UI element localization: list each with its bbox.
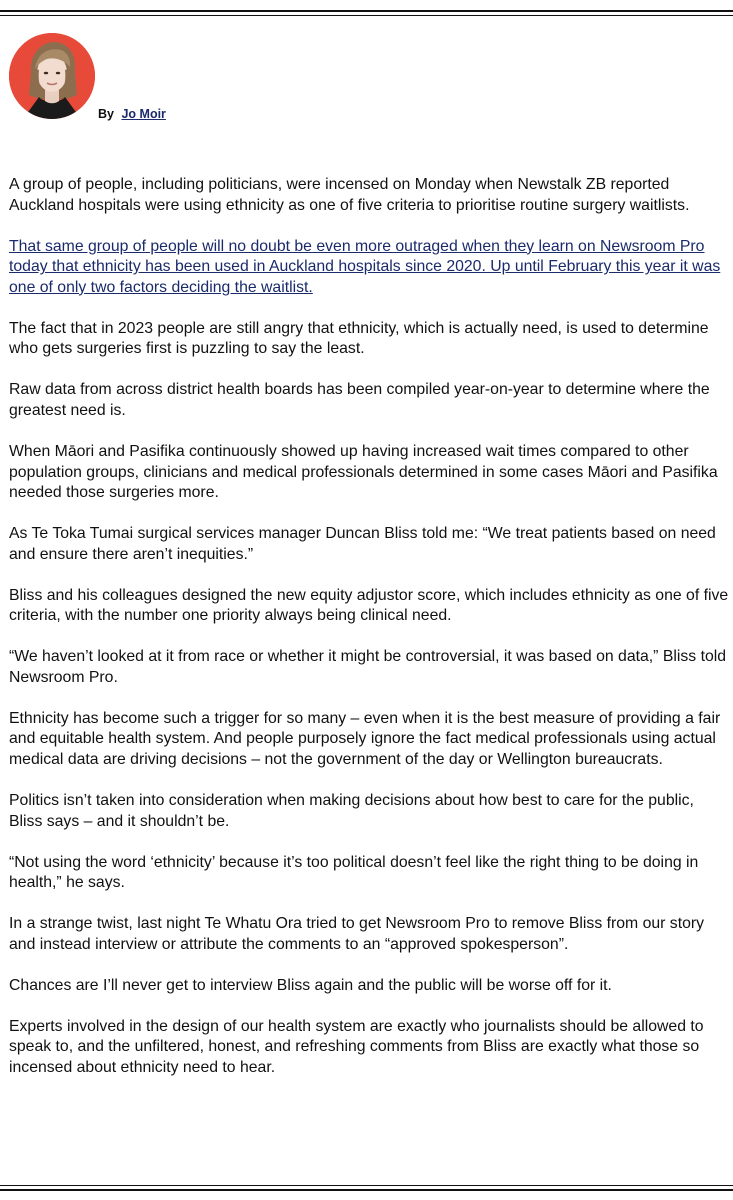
article-paragraph: In a strange twist, last night Te Whatu Ora tried to get Newsroom Pro to remove Bliss from our story and instead interview or attribute the comments to an “approved spokesperson”.	[9, 915, 705, 953]
article-paragraph: When Māori and Pasifika continuously showed up having increased wait times compared to other population groups, clinicians and medical professionals determined in some cases Māori and Pasifika needed those surgeries more.	[9, 442, 718, 502]
article-paragraph: Politics isn’t taken into consideration when making decisions about how best to care for the public, Bliss says – and it shouldn’t be.	[9, 791, 694, 830]
article-paragraph: Experts involved in the design of our health system are exactly who journalists should be allowed to speak to, and the unfiltered, honest, and refreshing comments from Bliss are exactly what those so incensed about ethnicity need to hear.	[9, 1017, 704, 1076]
article-paragraph: The fact that in 2023 people are still angry that ethnicity, which is actually need, is used to determine who gets surgeries first is puzzling to say the least.	[9, 319, 709, 358]
article-body	[9, 175, 731, 1099]
article-paragraph-link[interactable]: That same group of people will no doubt be even more outraged when they learn on Newsroom Pro today that ethnicity has been used in Auckland hospitals since 2020. Up until February this year it was one of only two factors deciding the waitlist.	[9, 237, 721, 296]
author-link[interactable]: Jo Moir	[121, 107, 166, 121]
article-paragraph: Raw data from across district health boards has been compiled year-on-year to determine where the greatest need is.	[9, 381, 710, 419]
author-portrait-icon	[9, 33, 95, 119]
bottom-rule	[0, 1185, 733, 1191]
article-paragraph: A group of people, including politicians, were incensed on Monday when Newstalk ZB reported Auckland hospitals were using ethnicity as one of five criteria to prioritise routine surgery waitlists.	[9, 176, 690, 214]
article-paragraph: “We haven’t looked at it from race or whether it might be controversial, it was based on data,” Bliss told Newsroom Pro.	[9, 648, 727, 686]
article-paragraph: Ethnicity has become such a trigger for so many – even when it is the best measure of providing a fair and equitable health system. And people purposely ignore the fact medical professionals using actual medical data are driving decisions – not the government of the day or Wellington bureaucrats.	[9, 709, 721, 768]
byline	[98, 107, 166, 121]
author-avatar	[9, 33, 95, 119]
article-paragraph: As Te Toka Tumai surgical services manager Duncan Bliss told me: “We treat patients based on need and ensure there aren’t inequities.”	[9, 525, 716, 563]
top-rule	[0, 10, 733, 16]
article-paragraph: “Not using the word ‘ethnicity’ because it’s too political doesn’t feel like the right thing to be doing in health,” he says.	[9, 853, 699, 892]
article-paragraph: Bliss and his colleagues designed the new equity adjustor score, which includes ethnicity as one of five criteria, with the number one priority always being clinical need.	[9, 586, 729, 625]
article-paragraph: Chances are I’ll never get to interview Bliss again and the public will be worse off for it.	[9, 976, 612, 994]
byline-prefix: By	[98, 107, 114, 121]
